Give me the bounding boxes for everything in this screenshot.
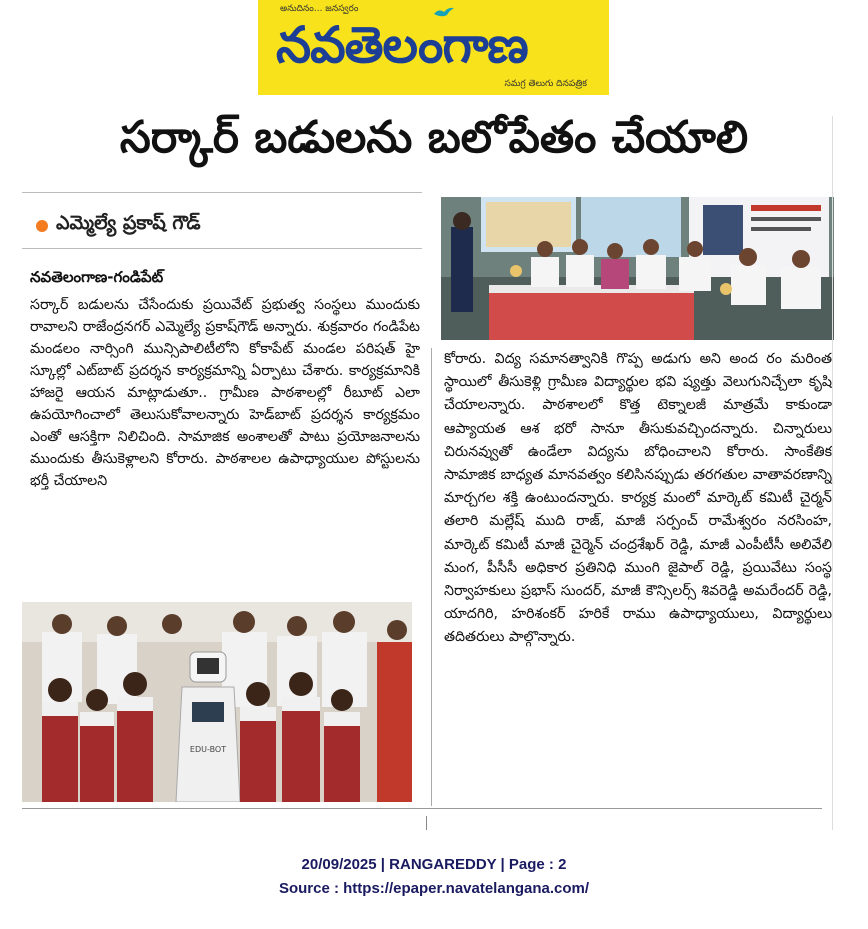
meeting-photo — [441, 197, 834, 340]
divider — [22, 248, 422, 249]
page-edge — [832, 116, 833, 830]
dateline: నవతెలంగాణ-గండిపేట్ — [30, 268, 164, 286]
masthead-logo: నవతెలంగాణ — [276, 16, 528, 74]
footer-edition-info: 20/09/2025 | RANGAREDDY | Page : 2 — [301, 856, 567, 873]
footer-source: Source : https://epaper.navatelangana.com/ — [278, 880, 590, 897]
meeting-photo-illustration — [441, 197, 834, 340]
article-headline: సర్కార్ బడులను బలోపేతం చేయాలి — [119, 112, 749, 163]
article-column-2: కోరారు. విద్య సమానత్వానికి గొప్ప అడుగు అని అంద రం మరింత స్థాయిలో తీసుకెళ్లి గ్రామీణ విద్యార్థుల భవి ష్యత్తు వెలుగునిచ్చేలా కృషి చేయాలన్నారు. పాఠశాలలో కొత్త టెక్నాలజీ మాత్రమే కాకుండా ఆప్యాయత ఆశ భరో సానూ తీసుకువచ్చిందన్నారు. చిన్నారులు చిరునవ్వుతో ఉండేలా విద్యను బోధించాలని కోరారు. సాంకేతిక సామాజిక బాధ్యత మానవత్వం కలిసినప్పుడు తరగతుల వాతావరణాన్ని మార్చగల శక్తి ఉంటుందన్నారు. కార్యక్ర మంలో మార్కెట్ కమిటీ చైర్మన్ తలారి మల్లేష్ ముది రాజ్, మాజీ సర్పంచ్ రామేశ్వరం నరసింహ, మార్కెట్ కమిటీ మాజీ చైర్మెన్ చంద్రశేఖర్ రెడ్డి, మాజీ ఎంపీటీసీ అలివేలి మంగ, పీసీసీ అధికార ప్రతినిధి ముంగి జైపాల్ రెడ్డి, ప్రయివేటు సంస్థ నిర్వాహకులు ప్రభాస్ సుందర్, మాజీ కౌన్సిలర్స్ శివరెడ్డి అమరేందర్ రెడ్డి, యాదగిరి, హరిశంకర్ హరికే రాము ఉపాధ్యాయులు, విద్యార్థులు తదితరులు పాల్గొన్నారు. — [444, 351, 832, 646]
robot-label: EDU-BOT — [189, 745, 227, 754]
byline — [36, 212, 201, 239]
article-column-1: సర్కార్ బడులను చేసేందుకు ప్రయివేట్ ప్రభుత్వ సంస్థలు ముందుకు రావాలని రాజేంద్రనగర్ ఎమ్మెల్యే ప్రకాష్‌గౌడ్ అన్నారు. శుక్రవారం గండిపేట మండలం నార్సింగి మున్సిపాలిటీలోని కోకాపేట్ మండల పరిషత్ హై స్కూల్లో ఎట్‌బాట్ ప్రదర్శన కార్యక్రమాన్ని ఏర్పాటు చేశారు. కార్యక్రమానికి హాజరై ఆయన మాట్లాడుతూ.. గ్రామీణ పాఠశాలల్లో రీబూట్ ఎలా ఉపయోగించాలో తెలుసుకోవాలన్నారు హెడ్‌బాట్ ప్రదర్శన కార్యక్రమం ఎంతో ఆసక్తిగా నిలిచింది. సామాజిక అంశాలతో పాటు ప్రయోజనాలను ముందుకు తీసుకెళ్లాలని కోరారు. పాఠశాలల ఉపాధ్యాయుల పోస్టులను భర్తీ చేయాలని — [30, 297, 420, 489]
masthead-tagline: అనుదినం... జనస్వరం — [280, 4, 359, 14]
divider — [426, 816, 427, 830]
divider — [22, 192, 422, 193]
byline-text: ఎమ్మెల్యే ప్రకాష్ గౌడ్ — [56, 212, 201, 234]
bullet-dot-icon — [36, 220, 48, 232]
column-divider — [431, 348, 432, 806]
divider — [22, 808, 822, 809]
masthead — [258, 0, 609, 95]
masthead-subtitle: సమగ్ర తెలుగు దినపత్రిక — [504, 79, 587, 89]
students-photo-illustration — [22, 602, 412, 802]
students-robot-photo — [22, 602, 412, 802]
